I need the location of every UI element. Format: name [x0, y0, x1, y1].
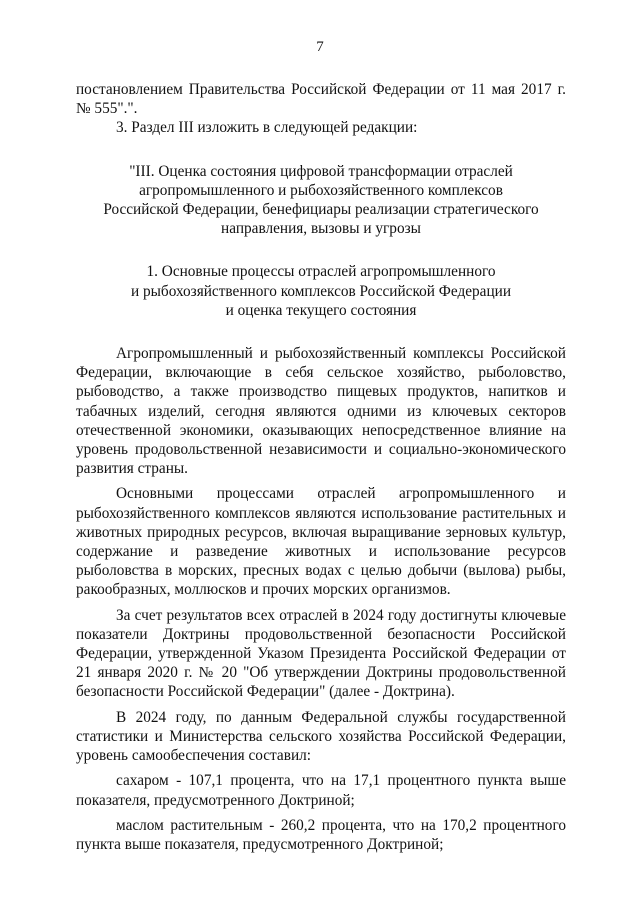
paragraph: За счет результатов всех отраслей в 2024 году достигнуты ключевые показатели Доктрины продовольственной безопасности Российской Федерации, утвержденной Указом Президента Российской Федерации от 21 января 2020 г. № 20 "Об утверждении Доктрины продовольственной безопасности Российской Федерации" (далее - Доктрина).: [76, 606, 566, 701]
page-number: 7: [316, 39, 324, 55]
section-title-line: направления, вызовы и угрозы: [221, 220, 421, 238]
section-title: [76, 162, 566, 239]
section-title-line: "III. Оценка состояния цифровой трансформации отраслей: [129, 162, 513, 180]
section-title-line: агропромышленного и рыбохозяйственного комплексов: [139, 181, 503, 199]
subsection-title: [76, 262, 566, 320]
subsection-title-line: и оценка текущего состояния: [225, 301, 417, 319]
paragraph: Агропромышленный и рыбохозяйственный комплексы Российской Федерации, включающие в себя сельское хозяйство, рыболовство, рыбоводство, а также производство пищевых продуктов, напитков и табачных изделий, сегодня являются одними из ключевых секторов отечественной экономики, оказывающих непосредственное влияние на уровень продовольственной независимости и социально-экономического развития страны.: [76, 345, 566, 478]
paragraph: маслом растительным - 260,2 процента, что на 170,2 процентного пункта выше показателя, предусмотренного Доктриной;: [76, 816, 566, 853]
section-instruction: 3. Раздел III изложить в следующей редакции:: [116, 119, 418, 137]
paragraph: сахаром - 107,1 процента, что на 17,1 процентного пункта выше показателя, предусмотренного Доктриной;: [76, 772, 566, 809]
paragraph: В 2024 году, по данным Федеральной службы государственной статистики и Министерства сельского хозяйства Российской Федерации, уровень самообеспечения составил:: [76, 708, 566, 765]
intro-text: постановлением Правительства Российской Федерации от 11 мая 2017 г. № 555".".: [76, 81, 566, 118]
section-title-line: Российской Федерации, бенефициары реализации стратегического: [103, 201, 539, 219]
paragraph: Основными процессами отраслей агропромышленного и рыбохозяйственного комплексов являются использование растительных и животных природных ресурсов, включая выращивание зерновых культур, содержание и разведение животных и использование ресурсов рыболовства в морских, пресных водах с целью добычи (вылова) рыбы, ракообразных, моллюсков и прочих морских организмов.: [76, 485, 566, 599]
subsection-title-line: и рыбохозяйственного комплексов Российской Федерации: [130, 282, 512, 300]
document-body: [76, 80, 566, 854]
subsection-title-line: 1. Основные процессы отраслей агропромышленного: [146, 263, 496, 281]
